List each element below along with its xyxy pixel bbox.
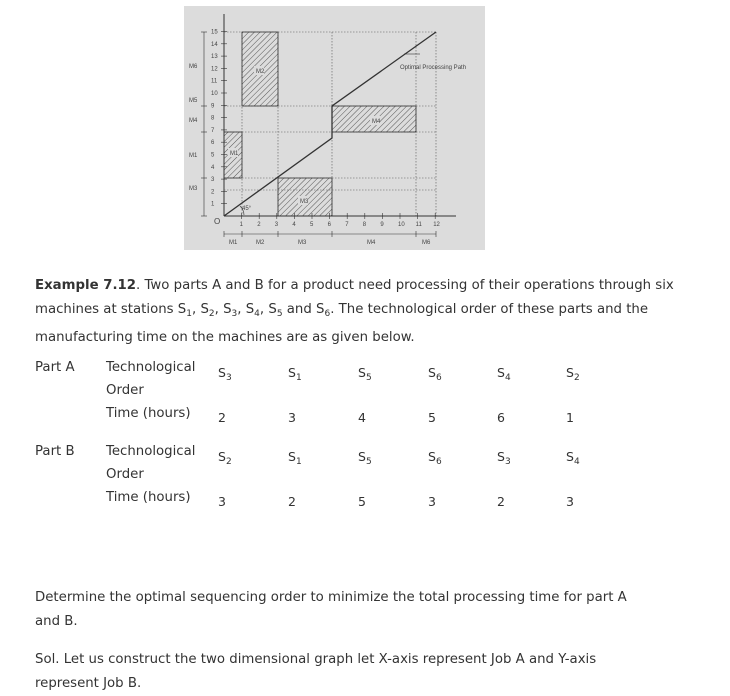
station-cell: $S_2$: [218, 449, 232, 467]
y-machine-label: M3: [189, 186, 198, 192]
y-tick-label: 7: [211, 127, 215, 134]
y-tick-label: 14: [211, 41, 218, 48]
y-machine-label: M1: [189, 153, 198, 159]
y-tick-label: 13: [211, 54, 218, 61]
part-a-label: Part A: [35, 360, 75, 375]
time-cell: 2: [497, 494, 505, 509]
y-tick-label: 3: [211, 177, 215, 184]
x-machine-label: M2: [256, 240, 265, 246]
time-cell: 3: [428, 494, 436, 509]
x-tick-label: 3: [274, 222, 279, 228]
x-tick-label: 5: [310, 222, 314, 228]
x-machine-label: M3: [298, 240, 307, 246]
block-label-m2: M2: [256, 69, 265, 75]
example-paragraph: [35, 274, 685, 350]
part-b-label: Part B: [35, 444, 75, 459]
station-cell: $S_1$: [288, 449, 302, 467]
station-cell: $S_2$: [566, 365, 580, 383]
time-cell: 1: [566, 410, 574, 425]
x-machine-label: M4: [367, 240, 376, 246]
time-cell: 5: [358, 494, 366, 509]
block-label-m1: M1: [230, 151, 239, 157]
part-b-order-label: Technological: [106, 444, 196, 459]
station-cell: $S_5$: [358, 365, 372, 383]
station-cell: $S_4$: [497, 365, 511, 383]
part-b-order-label-2: Order: [106, 467, 144, 482]
example-text: . Two parts A and B for a product need processing of their operations through six machines at stations $S_1$, $S_2$, $S_3$, $S_4$, $S_5$ and $S_6$. The technological order of these parts and the manufacturing time on the machines are as given below.: [35, 278, 674, 345]
y-tick-label: 6: [211, 140, 215, 147]
solution-paragraph: Sol. Let us construct the two dimensional graph let X-axis represent Job A and Y-axis represent Job B.: [35, 652, 597, 691]
x-tick-label: 9: [380, 222, 384, 228]
y-machine-label: M6: [189, 64, 198, 70]
x-tick-label: 2: [257, 222, 261, 228]
origin-label: O: [214, 217, 221, 226]
sequencing-graph: [184, 6, 485, 250]
y-machine-label: M4: [189, 118, 198, 124]
y-tick-label: 11: [211, 78, 218, 85]
time-cell: 4: [358, 410, 366, 425]
station-cell: $S_5$: [358, 449, 372, 467]
station-cell: $S_6$: [428, 365, 442, 383]
x-tick-label: 1: [239, 222, 243, 228]
y-tick-label: 10: [211, 91, 218, 97]
x-tick-label: 11: [415, 222, 422, 228]
x-machine-label: M1: [229, 240, 238, 246]
x-tick-label: 10: [398, 222, 405, 228]
station-cell: $S_3$: [497, 449, 511, 467]
time-cell: 2: [218, 410, 226, 425]
part-a-order-label-2: Order: [106, 383, 144, 398]
y-tick-label: 9: [211, 103, 215, 110]
part-a-time-label: Time (hours): [106, 406, 191, 421]
y-tick-label: 4: [211, 164, 215, 171]
determine-paragraph: Determine the optimal sequencing order to minimize the total processing time for part A and B.: [35, 590, 627, 629]
part-a-order-label: Technological: [106, 360, 196, 375]
y-tick-label: 12: [211, 66, 218, 73]
x-machine-label: M6: [422, 240, 431, 246]
x-tick-label: 7: [345, 222, 349, 228]
station-cell: $S_4$: [566, 449, 580, 467]
y-tick-label: 1: [211, 201, 215, 208]
station-cell: $S_3$: [218, 365, 232, 383]
time-cell: 2: [288, 494, 296, 509]
sequencing-graph-figure: [184, 6, 485, 250]
x-tick-label: 12: [433, 222, 440, 228]
y-tick-label: 15: [211, 29, 218, 36]
x-tick-label: 8: [362, 222, 367, 228]
x-tick-label: 6: [327, 222, 331, 228]
angle-label: 45°: [242, 206, 252, 212]
y-tick-label: 2: [211, 189, 215, 196]
time-cell: 3: [288, 410, 296, 425]
time-cell: 6: [497, 410, 505, 425]
path-annotation: Optimal Processing Path: [400, 65, 467, 71]
time-cell: 5: [428, 410, 436, 425]
block-label-m4: M4: [372, 119, 381, 125]
time-cell: 3: [218, 494, 226, 509]
example-label: Example 7.12: [35, 278, 137, 293]
x-tick-label: 4: [292, 222, 296, 228]
station-cell: $S_6$: [428, 449, 442, 467]
station-cell: $S_1$: [288, 365, 302, 383]
y-tick-label: 5: [211, 152, 215, 159]
time-cell: 3: [566, 494, 574, 509]
y-tick-label: 8: [211, 115, 215, 122]
block-label-m3: M3: [300, 199, 309, 205]
part-b-time-label: Time (hours): [106, 490, 191, 505]
y-machine-label: M5: [189, 98, 198, 104]
